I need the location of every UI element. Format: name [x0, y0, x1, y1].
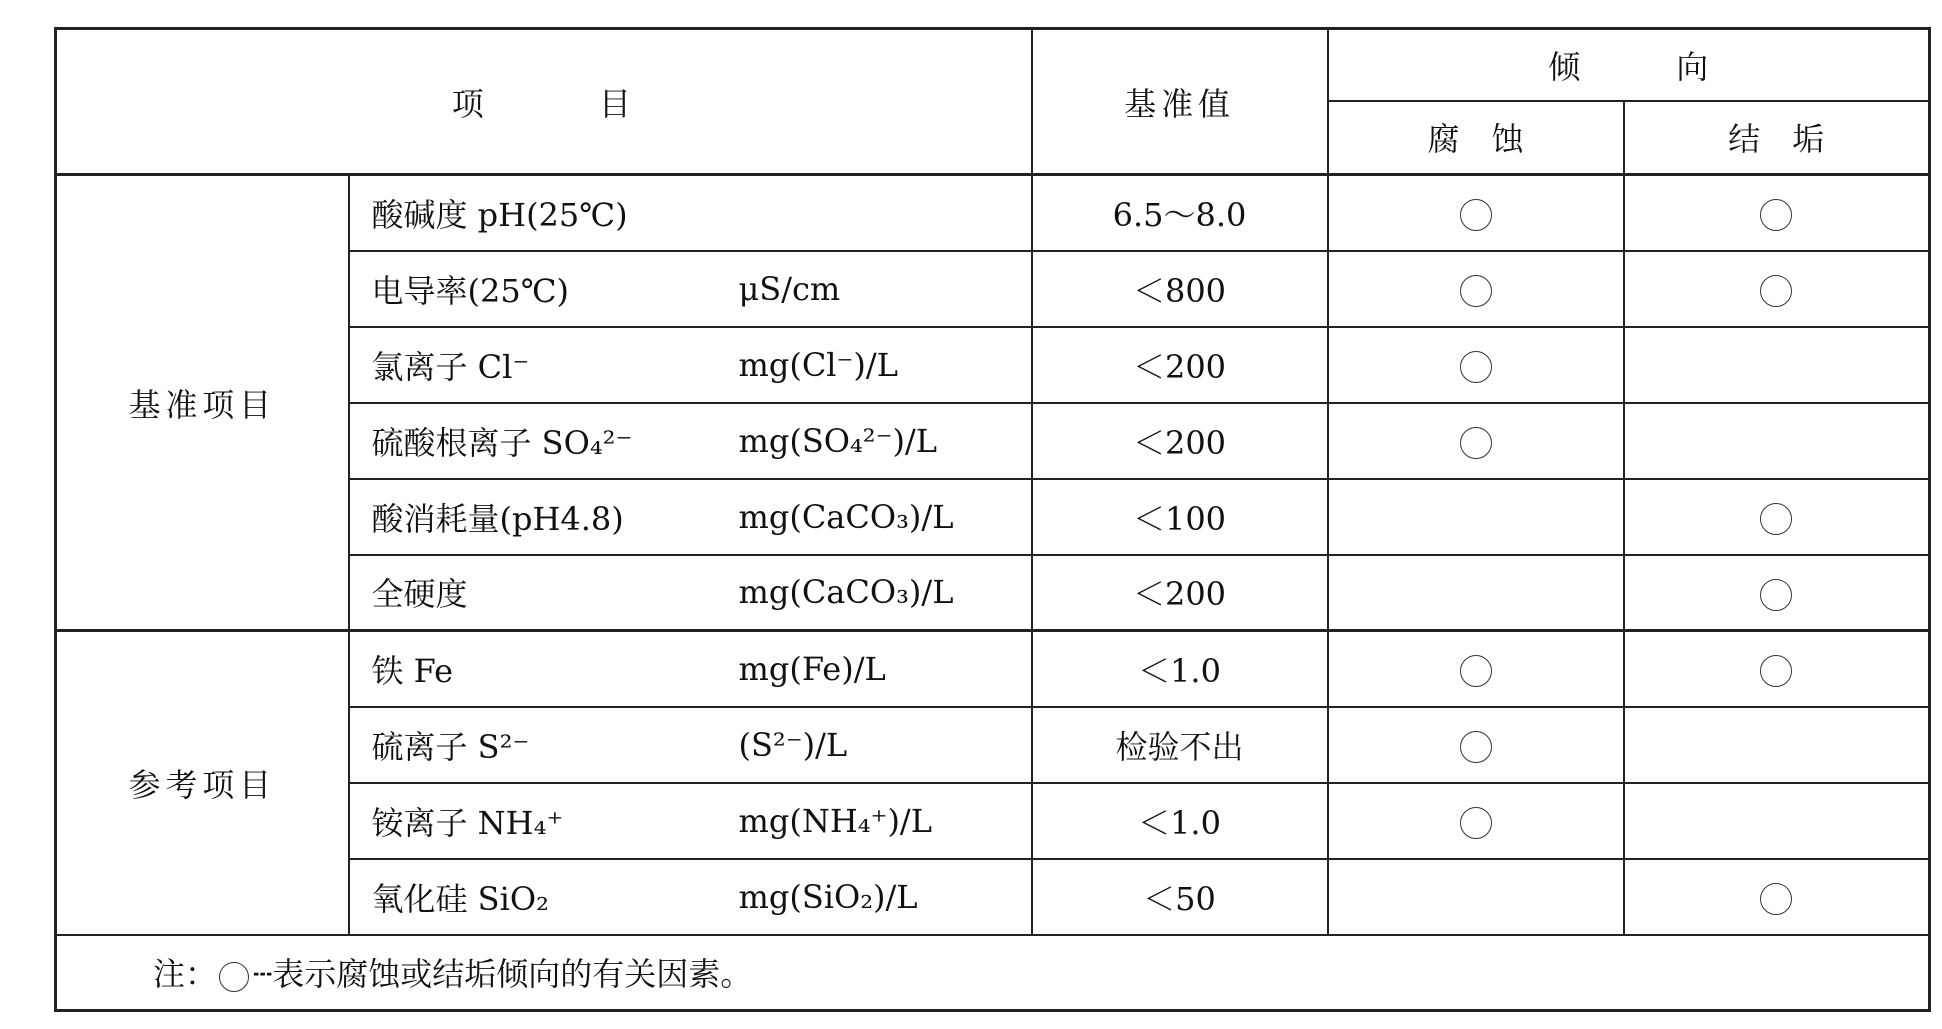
circle-icon [1760, 883, 1792, 915]
item-unit: mg(CaCO₃)/L [717, 555, 1032, 631]
item-unit: mg(Fe)/L [717, 631, 1032, 707]
corrosion-mark [1328, 859, 1624, 935]
standard-value: ＜100 [1032, 479, 1328, 555]
water-quality-table [54, 27, 1931, 1012]
corrosion-mark [1328, 783, 1624, 859]
corrosion-mark [1328, 555, 1624, 631]
scaling-mark [1624, 859, 1930, 935]
corrosion-mark [1328, 707, 1624, 783]
table-note [56, 935, 1930, 1011]
item-name: 电导率(25℃) [349, 251, 717, 327]
header-standard-value: 基准值 [1032, 29, 1328, 175]
scaling-mark [1624, 479, 1930, 555]
standard-value: ＜1.0 [1032, 783, 1328, 859]
scaling-mark [1624, 175, 1930, 251]
circle-icon [1760, 655, 1792, 687]
circle-icon [1760, 199, 1792, 231]
scaling-mark [1624, 631, 1930, 707]
item-name: 氧化硅 SiO₂ [349, 859, 717, 935]
item-unit: mg(SiO₂)/L [717, 859, 1032, 935]
circle-icon [1460, 655, 1492, 687]
item-unit: (S²⁻)/L [717, 707, 1032, 783]
note-prefix: 注： [153, 955, 218, 994]
header-scaling: 结 垢 [1624, 101, 1930, 175]
group-reference: 参考项目 [56, 631, 349, 935]
circle-icon [1460, 199, 1492, 231]
header-row-1 [56, 29, 1930, 101]
corrosion-mark [1328, 175, 1624, 251]
note-row [56, 935, 1930, 1011]
scaling-mark [1624, 251, 1930, 327]
corrosion-mark [1328, 403, 1624, 479]
item-name: 铵离子 NH₄⁺ [349, 783, 717, 859]
group-standard: 基准项目 [56, 175, 349, 631]
item-unit: mg(SO₄²⁻)/L [717, 403, 1032, 479]
item-name: 氯离子 Cl⁻ [349, 327, 717, 403]
corrosion-mark [1328, 631, 1624, 707]
header-tendency: 倾 向 [1328, 29, 1930, 101]
item-name: 硫离子 S²⁻ [349, 707, 717, 783]
item-name: 酸碱度 pH(25℃) [349, 175, 1032, 251]
circle-icon [219, 962, 249, 992]
standard-value: 检验不出 [1032, 707, 1328, 783]
item-name: 全硬度 [349, 555, 717, 631]
note-text: 表示腐蚀或结垢倾向的有关因素。 [272, 955, 753, 994]
scaling-mark [1624, 783, 1930, 859]
corrosion-mark [1328, 479, 1624, 555]
standard-value: ＜200 [1032, 555, 1328, 631]
circle-icon [1760, 275, 1792, 307]
item-name: 铁 Fe [349, 631, 717, 707]
water-quality-table-container [54, 27, 1928, 1003]
circle-icon [1760, 579, 1792, 611]
scaling-mark [1624, 403, 1930, 479]
item-unit: μS/cm [717, 251, 1032, 327]
item-unit: mg(Cl⁻)/L [717, 327, 1032, 403]
item-name: 硫酸根离子 SO₄²⁻ [349, 403, 717, 479]
standard-value: ＜200 [1032, 327, 1328, 403]
circle-icon [1460, 351, 1492, 383]
note-dash: ┄ [253, 955, 273, 994]
standard-value: 6.5～8.0 [1032, 175, 1328, 251]
standard-value: ＜200 [1032, 403, 1328, 479]
table-row [56, 175, 1930, 251]
circle-icon [1460, 427, 1492, 459]
header-corrosion: 腐 蚀 [1328, 101, 1624, 175]
circle-icon [1460, 807, 1492, 839]
standard-value: ＜800 [1032, 251, 1328, 327]
item-unit: mg(CaCO₃)/L [717, 479, 1032, 555]
circle-icon [1760, 503, 1792, 535]
circle-icon [1460, 731, 1492, 763]
standard-value: ＜1.0 [1032, 631, 1328, 707]
table-row [56, 631, 1930, 707]
circle-icon [1460, 275, 1492, 307]
corrosion-mark [1328, 327, 1624, 403]
scaling-mark [1624, 555, 1930, 631]
item-name: 酸消耗量(pH4.8) [349, 479, 717, 555]
standard-value: ＜50 [1032, 859, 1328, 935]
scaling-mark [1624, 707, 1930, 783]
header-item: 项 目 [56, 29, 1032, 175]
scaling-mark [1624, 327, 1930, 403]
corrosion-mark [1328, 251, 1624, 327]
item-unit: mg(NH₄⁺)/L [717, 783, 1032, 859]
